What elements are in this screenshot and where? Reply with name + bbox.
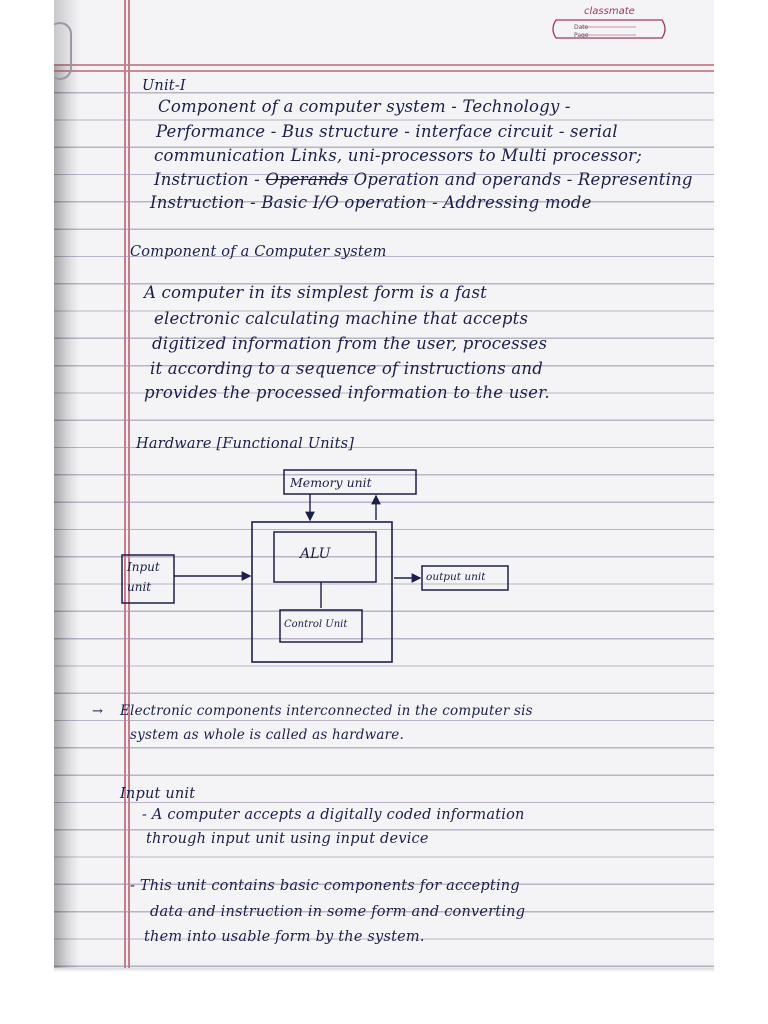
unit-heading: Unit-I <box>142 78 186 94</box>
section-heading-components: Component of a Computer system <box>130 244 387 260</box>
struck-word: Operands <box>265 170 349 189</box>
notebook-page <box>54 0 714 968</box>
control-unit-label: Control Unit <box>284 619 348 630</box>
definition-line-2: electronic calculating machine that accepts <box>154 309 529 328</box>
binder-ring <box>54 22 72 80</box>
page-label: Page <box>574 32 589 39</box>
date-label: Date <box>574 24 589 31</box>
top-rule <box>54 64 714 66</box>
input-bullet-1-line-2: through input unit using input device <box>146 831 429 847</box>
definition-line-4: it according to a sequence of instructions and <box>150 359 543 378</box>
alu-label: ALU <box>300 546 331 562</box>
hardware-note-line-1: Electronic components interconnected in the computer sis <box>120 703 533 719</box>
top-rule-second <box>54 70 714 72</box>
syllabus-line-4-suffix: Operation and operands - Representing <box>353 170 693 189</box>
memory-unit-label: Memory unit <box>290 475 372 490</box>
processor-box <box>252 522 392 662</box>
arrow-marker: → <box>92 704 104 719</box>
syllabus-line-4-prefix: Instruction - <box>154 170 260 189</box>
input-unit-label-line-2: unit <box>127 580 152 594</box>
brand-logo: classmate <box>584 6 635 17</box>
syllabus-line-4 <box>154 170 693 189</box>
syllabus-line-1: Component of a computer system - Technology - <box>158 97 571 116</box>
syllabus-line-2: Performance - Bus structure - interface circuit - serial <box>156 122 618 141</box>
functional-units-diagram <box>114 460 524 675</box>
input-bullet-2-line-2: data and instruction in some form and converting <box>150 904 526 920</box>
definition-line-5: provides the processed information to the user. <box>144 383 550 402</box>
input-bullet-2-line-1: - This unit contains basic components for accepting <box>130 878 520 894</box>
syllabus-line-5: Instruction - Basic I/O operation - Addressing mode <box>150 193 592 212</box>
input-unit-label-line-1: Input <box>127 560 160 574</box>
input-unit-heading: Input unit <box>120 786 196 802</box>
page-bottom-shadow <box>54 968 714 972</box>
definition-line-1: A computer in its simplest form is a fast <box>144 283 487 302</box>
diagram-lines <box>114 460 524 675</box>
page-bend-shadow <box>54 0 80 968</box>
hardware-note-line-2: system as whole is called as hardware. <box>130 727 404 743</box>
definition-line-3: digitized information from the user, processes <box>152 334 548 353</box>
hardware-heading: Hardware [Functional Units] <box>136 436 355 452</box>
input-bullet-1-line-1: - A computer accepts a digitally coded information <box>142 807 525 823</box>
output-unit-label: output unit <box>426 571 486 583</box>
input-bullet-2-line-3: them into usable form by the system. <box>144 929 425 945</box>
syllabus-line-3: communication Links, uni-processors to Multi processor; <box>154 146 643 165</box>
